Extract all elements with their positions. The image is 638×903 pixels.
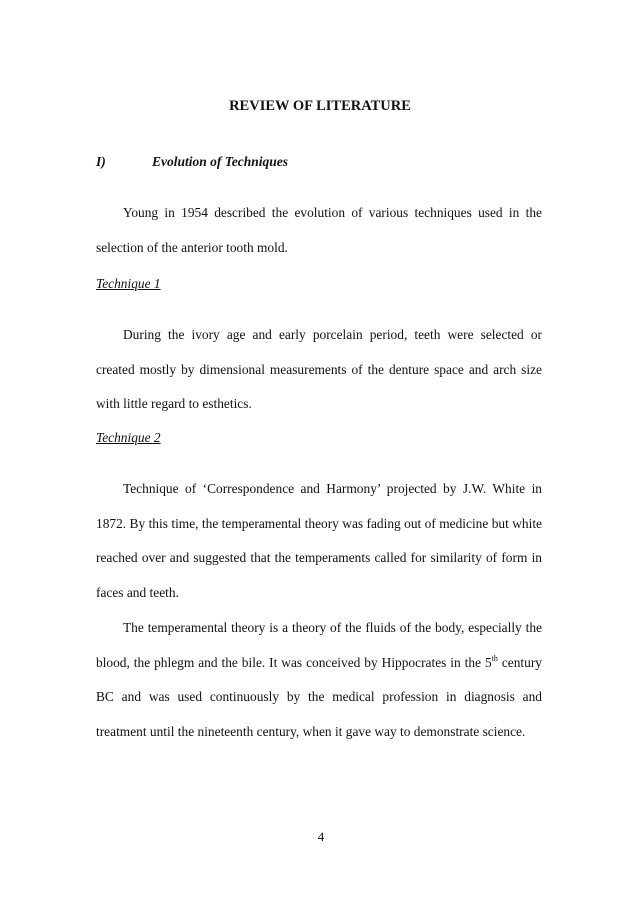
technique-2-paragraph: Technique of ‘Correspondence and Harmony’ projected by J.W. White in 1872. By this time, the temperamental theory was fading out of medicine but white reached over and suggested that the temperaments called for similarity of form in faces and teeth. <box>96 481 542 600</box>
paragraph-text-after: century BC and was used continuously by the medical profession in diagnosis and treatment until the nineteenth century, when it gave way to demonstrate science. <box>96 654 543 739</box>
technique-1-paragraph: During the ivory age and early porcelain period, teeth were selected or created mostly by dimensional measurements of the denture space and arch size with little regard to esthetics. <box>96 327 542 412</box>
page-title: REVIEW OF LITERATURE <box>229 98 411 114</box>
technique-1-heading: Technique 1 <box>96 276 161 291</box>
section-number: I) <box>96 154 106 169</box>
technique-2-heading: Technique 2 <box>96 430 161 445</box>
paragraph-text-before: The temperamental theory is a theory of the fluids of the body, especially the blood, the phlegm and the bile. It was conceived by Hippocrates in the 5 <box>96 620 542 670</box>
ordinal-superscript: th <box>491 653 498 663</box>
intro-paragraph: Young in 1954 described the evolution of various techniques used in the selection of the anterior tooth mold. <box>96 205 542 255</box>
section-heading <box>96 154 288 170</box>
page-number: 4 <box>317 829 325 844</box>
section-title: Evolution of Techniques <box>152 154 289 169</box>
temperamental-theory-paragraph <box>96 611 542 749</box>
